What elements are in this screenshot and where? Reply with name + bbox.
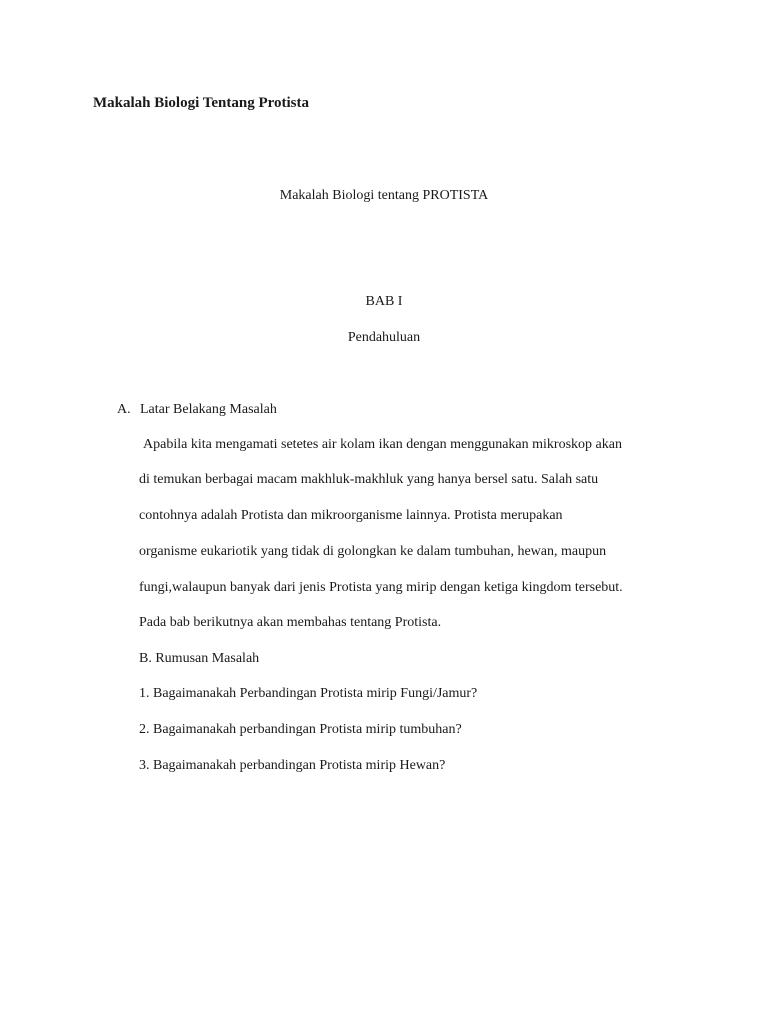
section-a-heading-text: Latar Belakang Masalah — [140, 402, 277, 417]
chapter-number: BAB I — [365, 294, 403, 309]
paragraph-line: Apabila kita mengamati setetes air kolam ikan dengan menggunakan mikroskop akan — [143, 437, 622, 452]
paragraph-line: Pada bab berikutnya akan membahas tentang Protista. — [139, 615, 442, 630]
section-a-marker: A. — [117, 402, 131, 417]
document-title: Makalah Biologi Tentang Protista — [93, 95, 310, 111]
chapter-title: Pendahuluan — [347, 330, 421, 345]
question-item: 1. Bagaimanakah Perbandingan Protista mirip Fungi/Jamur? — [139, 686, 478, 701]
paragraph-line: contohnya adalah Protista dan mikroorganisme lainnya. Protista merupakan — [139, 508, 563, 523]
question-item: 3. Bagaimanakah perbandingan Protista mirip Hewan? — [139, 758, 446, 773]
section-b-heading: B. Rumusan Masalah — [139, 651, 260, 666]
paragraph-line: organisme eukariotik yang tidak di golongkan ke dalam tumbuhan, hewan, maupun — [139, 544, 607, 559]
question-item: 2. Bagaimanakah perbandingan Protista mirip tumbuhan? — [139, 722, 462, 737]
section-a-heading — [117, 401, 277, 419]
paragraph-line: fungi,walaupun banyak dari jenis Protista yang mirip dengan ketiga kingdom tersebut. — [139, 580, 623, 595]
paragraph-line: di temukan berbagai macam makhluk-makhluk yang hanya bersel satu. Salah satu — [139, 472, 599, 487]
document-subtitle: Makalah Biologi tentang PROTISTA — [279, 188, 489, 203]
